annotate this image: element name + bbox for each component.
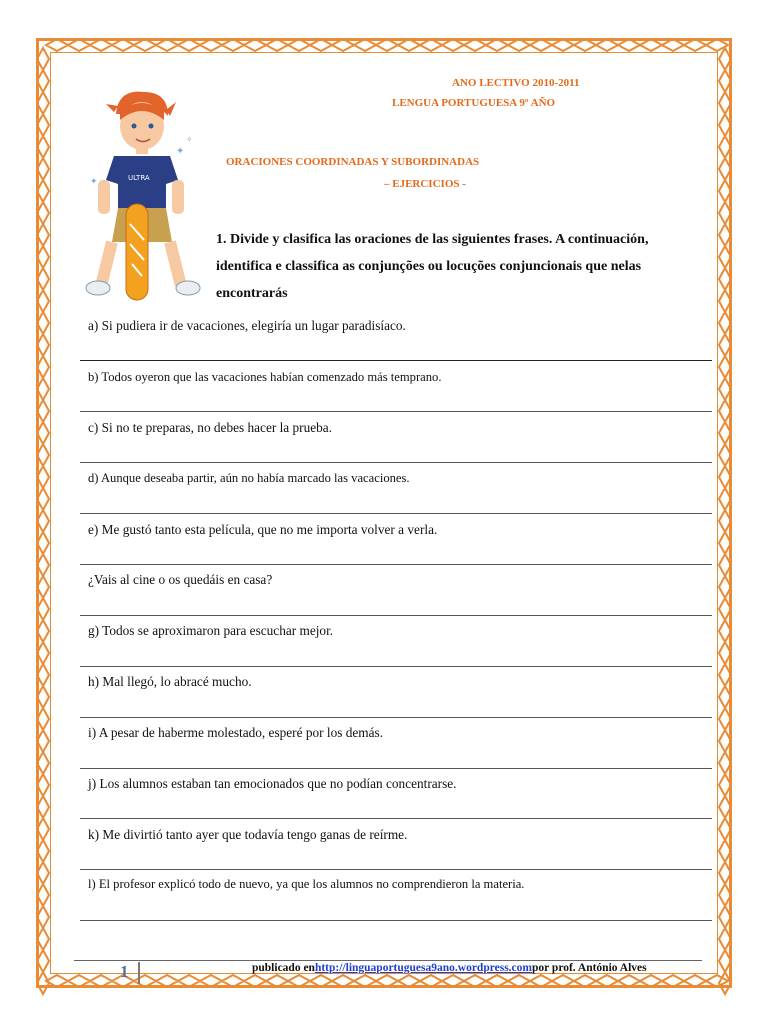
svg-text:✦: ✦ [90,177,98,187]
instruction-line: 1. Divide y clasifica las oraciones de las siguientes frases. A continuación, [216,232,649,247]
answer-line[interactable] [80,818,712,819]
answer-line[interactable] [80,717,712,718]
answer-line[interactable] [80,564,712,565]
answer-line[interactable] [80,666,712,667]
footer-published-prefix: publicado en [252,962,315,974]
svg-text:ULTRA: ULTRA [128,174,150,182]
exercise-item-e: e) Me gustó tanto esta película, que no me importa volver a verla. [88,522,438,537]
footer-credit [252,962,647,974]
svg-text:✦: ✦ [176,146,185,157]
school-year-heading: ANO LECTIVO 2010-2011 [452,77,580,89]
answer-line[interactable] [80,615,712,616]
svg-text:✧: ✧ [186,135,193,144]
worksheet-title: ORACIONES COORDINADAS Y SUBORDINADAS [226,156,480,168]
answer-line[interactable] [80,513,712,514]
answer-line[interactable] [80,920,712,921]
exercise-item-h: h) Mal llegó, lo abracé mucho. [88,674,252,689]
instruction-line: identifica e classifica as conjunções ou locuções conjuncionais que nelas [216,259,642,274]
exercise-item-l: l) El profesor explicó todo de nuevo, ya que los alumnos no comprendieron la materia. [88,877,525,891]
exercise-item-b: b) Todos oyeron que las vacaciones habían comenzado más temprano. [88,370,442,384]
exercise-item-j: j) Los alumnos estaban tan emocionados que no podían concentrarse. [88,776,457,791]
answer-line[interactable] [80,869,712,870]
page-number-separator [138,962,140,984]
exercise-item-c: c) Si no te preparas, no debes hacer la prueba. [88,420,333,435]
answer-line[interactable] [80,768,712,769]
footer-blog-link[interactable]: http://linguaportuguesa9ano.wordpress.com [314,962,532,974]
worksheet-subtitle: – EJERCICIOS - [384,178,466,190]
exercise-item-a: a) Si pudiera ir de vacaciones, elegiría un lugar paradisíaco. [88,318,406,333]
footer-author: por prof. António Alves [532,962,647,974]
exercise-item-k: k) Me divirtió tanto ayer que todavía tengo ganas de reírme. [88,827,408,842]
answer-line[interactable] [80,411,712,412]
answer-line[interactable] [80,360,712,361]
exercise-item-g: g) Todos se aproximaron para escuchar mejor. [88,623,334,638]
boy-with-skateboard-illustration [76,84,206,304]
exercise-item-d: d) Aunque deseaba partir, aún no había marcado las vacaciones. [88,471,410,485]
footer-divider [74,960,702,961]
subject-heading: LENGUA PORTUGUESA 9º AÑO [392,97,556,109]
answer-line[interactable] [80,462,712,463]
exercise-item-i: i) A pesar de haberme molestado, esperé por los demás. [88,725,384,740]
exercise-item-f: ¿Vais al cine o os quedáis en casa? [88,572,273,587]
exercise-instruction [216,226,686,307]
instruction-line: encontrarás [216,286,288,301]
page-number: 1 [120,962,129,981]
